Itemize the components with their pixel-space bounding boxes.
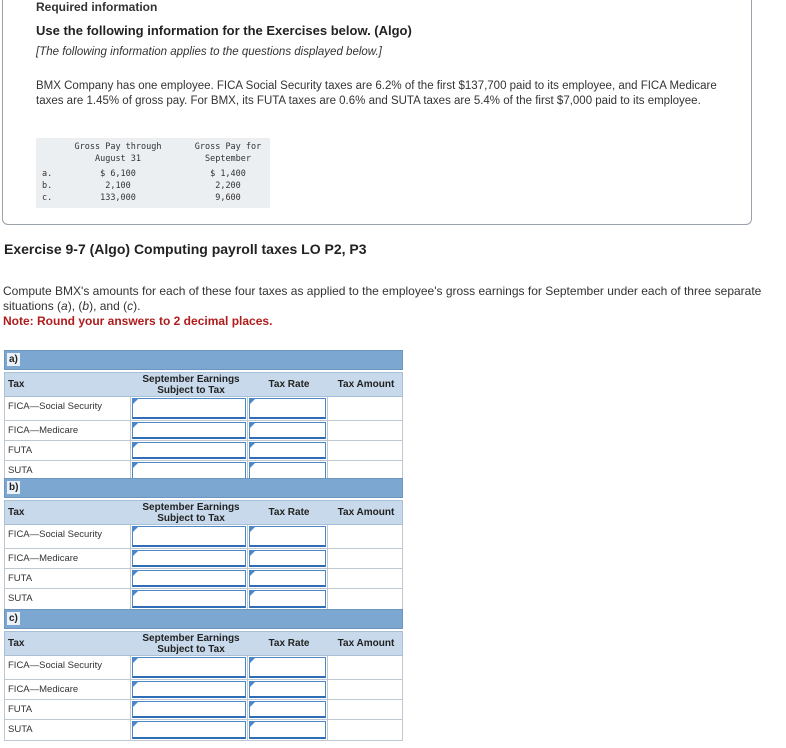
col-tax: Tax — [8, 379, 25, 390]
tax-row — [4, 441, 403, 461]
cell-earn — [130, 720, 247, 740]
cell-earn — [130, 421, 247, 440]
instructions-text: Compute BMX's amounts for each of these four taxes as applied to the employee's gross earnings for September under each of three separate situations ( — [3, 284, 762, 313]
gross-pay-through-header — [66, 141, 170, 165]
cell-rate — [247, 421, 327, 440]
row-through-aug: 2,100 — [105, 181, 131, 191]
cell-amt — [327, 549, 403, 568]
tax-rate-input[interactable] — [249, 721, 326, 739]
instructions-c: c — [127, 299, 134, 313]
section-header-1 — [4, 478, 403, 498]
section-label: c) — [9, 613, 18, 624]
cell-amt — [327, 421, 403, 440]
cell-amt — [327, 700, 403, 719]
section-header-2 — [4, 609, 403, 629]
tax-row-label: FUTA — [8, 573, 33, 584]
cell-earn — [130, 700, 247, 719]
col-earnings-line2: Subject to Tax — [157, 643, 225, 655]
tax-rate-input[interactable] — [249, 442, 326, 459]
tax-row — [4, 421, 403, 441]
tax-rate-input[interactable] — [249, 590, 326, 608]
required-information-italic-note: [The following information applies to the questions displayed below.] — [36, 46, 382, 58]
cell-earn — [130, 441, 247, 460]
gross-pay-row-b — [36, 180, 270, 192]
col-earnings-line1: September Earnings — [142, 501, 240, 513]
tax-row — [4, 589, 403, 610]
gross-pay-table — [36, 138, 270, 208]
required-information-title: Required information — [36, 0, 158, 14]
tax-row-label: FICA—Social Security — [8, 401, 102, 412]
instructions-suffix: ). — [133, 299, 141, 313]
row-through-aug: 133,000 — [100, 193, 136, 203]
cell-rate — [247, 700, 327, 719]
earnings-subject-input[interactable] — [132, 526, 246, 547]
earnings-subject-input[interactable] — [132, 657, 246, 678]
row-letter: c. — [42, 193, 53, 203]
col-rate: Tax Rate — [268, 507, 310, 518]
gross-pay-for-header — [186, 141, 270, 165]
earnings-subject-input[interactable] — [132, 681, 246, 698]
row-through-aug: $ 6,100 — [100, 169, 136, 179]
col-rate: Tax Rate — [268, 379, 310, 390]
header2-line2: September — [204, 154, 252, 164]
cell-amt — [327, 589, 403, 609]
cell-rate — [247, 589, 327, 609]
tax-row — [4, 720, 403, 741]
tax-rate-input[interactable] — [249, 701, 326, 718]
tax-row-label: FICA—Medicare — [8, 684, 79, 695]
column-header-row — [4, 500, 403, 525]
header1-line2: August 31 — [94, 154, 142, 164]
cell-amt — [327, 525, 403, 548]
col-earnings-line1: September Earnings — [142, 373, 240, 385]
earnings-subject-input[interactable] — [132, 442, 246, 459]
instructions-sep: ), and ( — [89, 299, 128, 313]
header2-line1: Gross Pay for — [194, 142, 262, 152]
tax-row-label: FICA—Medicare — [8, 425, 79, 436]
col-earnings — [133, 501, 249, 524]
cell-amt — [327, 720, 403, 740]
rounding-note: Note: Round your answers to 2 decimal places. — [3, 314, 273, 328]
col-earnings-line2: Subject to Tax — [157, 512, 225, 524]
tax-rate-input[interactable] — [249, 422, 326, 439]
tax-row — [4, 397, 403, 421]
earnings-subject-input[interactable] — [132, 422, 246, 439]
col-rate: Tax Rate — [268, 638, 310, 649]
instructions-sep: ), ( — [67, 299, 83, 313]
tax-rate-input[interactable] — [249, 526, 326, 547]
cell-amt — [327, 441, 403, 460]
cell-earn — [130, 549, 247, 568]
column-header-row — [4, 631, 403, 656]
cell-earn — [130, 397, 247, 420]
tax-row-label: SUTA — [8, 593, 33, 604]
tax-row — [4, 569, 403, 589]
row-letter: b. — [42, 181, 53, 191]
col-amount: Tax Amount — [337, 507, 395, 518]
cell-rate — [247, 441, 327, 460]
tax-row-label: FICA—Social Security — [8, 660, 102, 671]
col-tax: Tax — [8, 638, 25, 649]
cell-rate — [247, 680, 327, 699]
tax-row-label: FICA—Medicare — [8, 553, 79, 564]
tax-row-label: FUTA — [8, 704, 33, 715]
col-earnings-line2: Subject to Tax — [157, 384, 225, 396]
row-september: 9,600 — [215, 193, 241, 203]
col-amount: Tax Amount — [337, 638, 395, 649]
tax-rate-input[interactable] — [249, 398, 326, 419]
tax-rate-input[interactable] — [249, 657, 326, 678]
tax-row-label: SUTA — [8, 465, 33, 476]
cell-rate — [247, 656, 327, 679]
tax-row — [4, 549, 403, 569]
instructions-a: a — [61, 299, 68, 313]
col-earnings-line1: September Earnings — [142, 632, 240, 644]
col-earnings — [133, 373, 249, 396]
cell-amt — [327, 569, 403, 588]
tax-row — [4, 680, 403, 700]
tax-row-label: SUTA — [8, 724, 33, 735]
exercise-instructions — [3, 284, 763, 314]
cell-earn — [130, 525, 247, 548]
cell-rate — [247, 720, 327, 740]
row-september: 2,200 — [215, 181, 241, 191]
col-tax: Tax — [8, 507, 25, 518]
header1-line1: Gross Pay through — [74, 142, 162, 152]
earnings-subject-input[interactable] — [132, 398, 246, 419]
row-letter: a. — [42, 169, 53, 179]
cell-earn — [130, 656, 247, 679]
cell-earn — [130, 680, 247, 699]
gross-pay-row-a — [36, 168, 270, 180]
cell-amt — [327, 656, 403, 679]
tax-rate-input[interactable] — [249, 681, 326, 698]
section-header-0 — [4, 350, 403, 370]
tax-row-label: FICA—Social Security — [8, 529, 102, 540]
instructions-b: b — [82, 299, 90, 313]
earnings-subject-input[interactable] — [132, 721, 246, 739]
exercise-title: Exercise 9-7 (Algo) Computing payroll taxes LO P2, P3 — [4, 241, 367, 257]
cell-rate — [247, 397, 327, 420]
column-header-row — [4, 372, 403, 397]
earnings-subject-input[interactable] — [132, 590, 246, 608]
tax-row-label: FUTA — [8, 445, 33, 456]
section-label: a) — [9, 354, 18, 365]
tax-rate-input[interactable] — [249, 570, 326, 587]
cell-rate — [247, 549, 327, 568]
earnings-subject-input[interactable] — [132, 570, 246, 587]
required-information-paragraph: BMX Company has one employee. FICA Social Security taxes are 6.2% of the first $137,700 paid to its employee, and FICA Medicare taxes are 1.45% of gross pay. For BMX, its FUTA taxes are 0.6% and SUTA taxes are 5.4% of the first $7,000 paid to its employee. — [36, 80, 717, 107]
cell-amt — [327, 397, 403, 420]
tax-rate-input[interactable] — [249, 550, 326, 567]
tax-row — [4, 525, 403, 549]
required-information-subtitle: Use the following information for the Exercises below. (Algo) — [36, 23, 412, 38]
earnings-subject-input[interactable] — [132, 550, 246, 567]
earnings-subject-input[interactable] — [132, 701, 246, 718]
cell-rate — [247, 569, 327, 588]
col-earnings — [133, 632, 249, 655]
tax-row — [4, 656, 403, 680]
cell-amt — [327, 680, 403, 699]
gross-pay-row-c — [36, 192, 270, 204]
cell-rate — [247, 525, 327, 548]
cell-earn — [130, 589, 247, 609]
col-amount: Tax Amount — [337, 379, 395, 390]
section-label: b) — [9, 482, 19, 493]
tax-row — [4, 700, 403, 720]
row-september: $ 1,400 — [210, 169, 246, 179]
cell-earn — [130, 569, 247, 588]
